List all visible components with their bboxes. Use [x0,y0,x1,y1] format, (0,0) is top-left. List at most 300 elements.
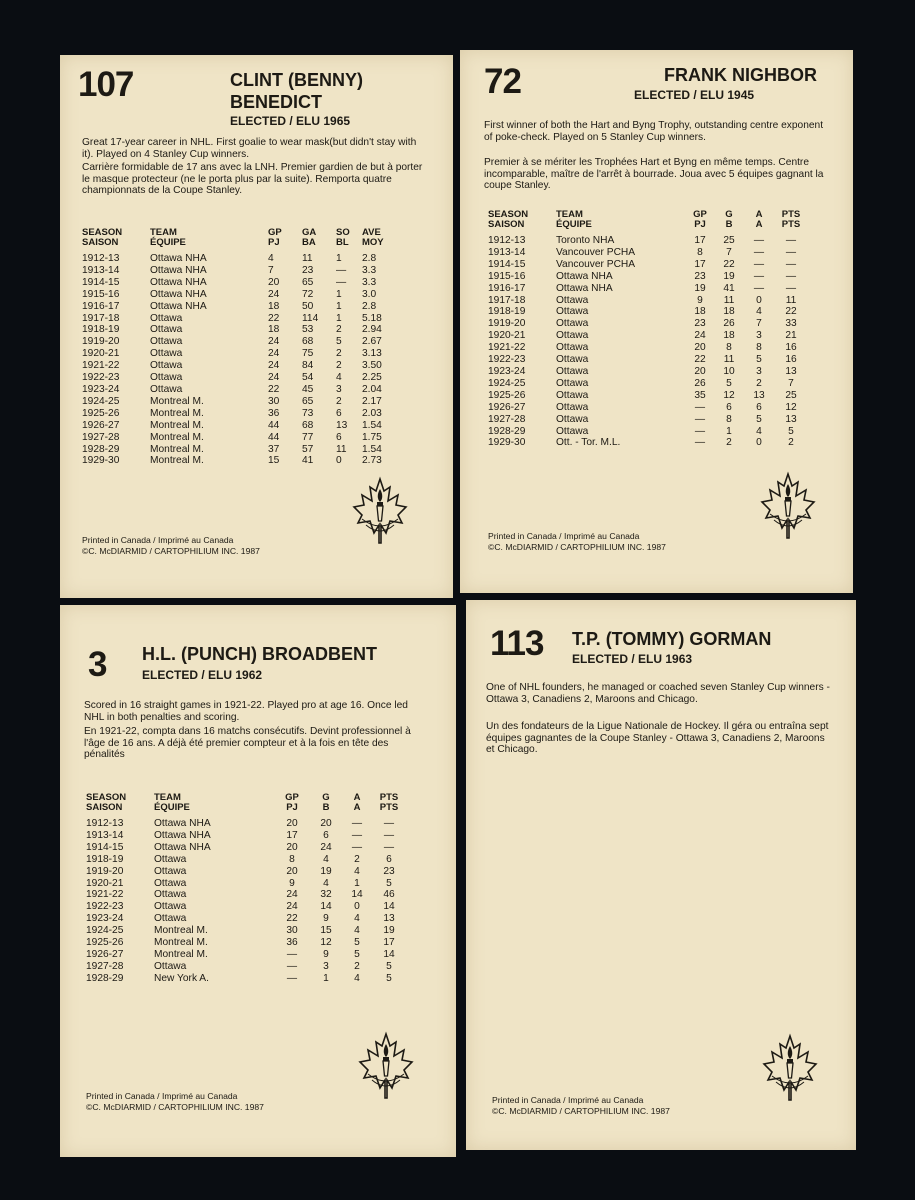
bio-english: One of NHL founders, he managed or coached seven Stanley Cup winners - Ottawa 3, Canadiens 2, Maroons and Chicago. [486,682,830,705]
table-cell: 23 [694,270,706,282]
table-cell: Montreal M. [150,395,204,407]
table-cell: Ottawa NHA [150,288,207,300]
table-row [488,426,808,438]
table-row [86,830,406,842]
table-cell: 36 [268,407,280,419]
copyright: ©C. McDIARMID / CARTOPHILIUM INC. 1987 [488,542,666,552]
table-cell: — [785,258,797,270]
bio-english: Scored in 16 straight games in 1921-22. Played pro at age 16. Once led NHL in both penalties and scoring. [84,700,408,723]
table-row [82,336,402,348]
table-cell: 24 [694,330,706,342]
table-cell: 1927-28 [488,413,526,425]
table-cell: 23 [302,264,314,276]
table-cell: 2.17 [362,395,382,407]
table-cell: 2.94 [362,324,382,336]
table-row [488,366,808,378]
printed-in-canada: Printed in Canada / Imprimé au Canada [488,531,640,541]
stats-header [86,793,406,818]
copyright: ©C. McDIARMID / CARTOPHILIUM INC. 1987 [82,546,260,556]
table-cell: 5 [756,413,762,425]
table-cell: Vancouver PCHA [556,258,636,270]
table-cell: 6 [336,407,342,419]
hall-of-fame-logo-icon [758,470,818,549]
hall-of-fame-logo-icon [760,1032,820,1111]
table-cell: 17 [694,258,706,270]
table-cell: — [753,246,765,258]
table-cell: 35 [694,389,706,401]
table-cell: 5 [354,937,360,949]
table-cell: 20 [320,818,332,829]
table-cell: 20 [268,276,280,288]
table-cell: 18 [268,300,280,312]
table-row [86,842,406,854]
table-cell: 1919-20 [82,336,120,348]
table-cell: — [785,282,797,294]
table-cell: 41 [302,455,314,467]
table-row [82,253,402,265]
table-cell: 2 [354,853,360,865]
table-cell: — [383,829,395,841]
table-row [82,455,402,467]
table-row [488,295,808,307]
table-row [86,854,406,866]
printed-in-canada: Printed in Canada / Imprimé au Canada [492,1095,644,1105]
table-cell: 14 [383,948,395,960]
table-cell: 9 [289,877,295,889]
table-cell: 19 [383,925,395,937]
table-cell: 68 [302,419,314,431]
bio-french: Carrière formidable de 17 ans avec la LNH. Premier gardien de but à porter le masque protecteur (ne le porta plus par la suite). Remporta quatre championnats de la Coupe Stanley. [82,162,423,196]
table-row [82,420,402,432]
table-cell: Ottawa NHA [556,270,613,282]
table-cell: 24 [286,901,298,913]
table-cell: Ottawa [556,377,589,389]
table-cell: 0 [756,294,762,306]
table-row [488,259,808,271]
table-cell: 1926-27 [82,419,120,431]
table-cell: Ottawa [556,342,589,354]
table-cell: 2.73 [362,455,382,467]
table-cell: 20 [286,818,298,829]
table-cell: 1914-15 [86,841,124,853]
table-cell: — [785,235,797,246]
table-cell: 4 [354,865,360,877]
table-cell: 30 [268,395,280,407]
table-cell: — [753,258,765,270]
table-cell: 14 [351,889,363,901]
table-cell: 4 [323,877,329,889]
table-cell: 2.25 [362,372,382,384]
card-number: 72 [484,62,521,101]
copyright: ©C. McDIARMID / CARTOPHILIUM INC. 1987 [86,1102,264,1112]
table-cell: Ottawa NHA [150,300,207,312]
table-row [488,378,808,390]
table-row [488,271,808,283]
table-cell: 22 [286,913,298,925]
table-cell: 11 [723,294,735,306]
table-cell: 1919-20 [488,318,526,330]
table-cell: 22 [694,354,706,366]
table-cell: 11 [336,443,347,455]
table-cell: 9 [697,294,703,306]
elected-year: ELECTED / ELU 1965 [230,114,351,128]
table-cell: 3 [756,365,762,377]
table-cell: Montreal M. [150,455,204,467]
table-cell: 1929-30 [82,455,120,467]
table-cell: 4 [756,306,762,318]
table-cell: Ottawa [556,425,589,437]
table-cell: 5 [386,960,392,972]
stats-table [488,210,808,449]
table-cell: 24 [320,841,332,853]
table-cell: 1923-24 [488,365,526,377]
table-cell: 17 [694,235,706,246]
table-cell: 53 [302,324,314,336]
table-cell: 5 [336,336,342,348]
table-cell: 75 [302,348,314,360]
card-gorman [466,600,856,1150]
elected-year: ELECTED / ELU 1962 [142,668,263,682]
table-cell: 7 [268,264,274,276]
table-cell: 73 [302,407,314,419]
table-cell: 4 [354,972,360,984]
table-cell: 22 [268,312,280,324]
table-cell: — [286,948,298,960]
bio-french: En 1921-22, compta dans 16 matchs consécutifs. Devint professionnel à l'âge de 16 ans. A déjà été premier compteur et à la fois en tête des pénalités [84,726,411,760]
table-cell: — [785,270,797,282]
table-cell: — [694,413,706,425]
stats-table [86,793,406,985]
table-cell: 24 [286,889,298,901]
table-cell: 25 [723,235,735,246]
table-cell: Ott. - Tor. M.L. [556,437,621,449]
table-cell: Ottawa [154,877,187,889]
card-number: 3 [88,645,107,684]
table-cell: 0 [336,455,342,467]
table-cell: 1 [336,312,342,324]
table-cell: 3.13 [362,348,382,360]
table-cell: Ottawa NHA [556,282,613,294]
table-cell: 11 [723,354,735,366]
table-cell: Vancouver PCHA [556,246,636,258]
table-cell: 10 [723,365,735,377]
table-cell: 15 [268,455,280,467]
table-cell: 18 [268,324,280,336]
table-cell: 2 [336,348,342,360]
table-cell: 13 [336,419,348,431]
table-cell: 1918-19 [86,853,124,865]
table-cell: 1924-25 [488,377,526,389]
table-cell: 26 [694,377,706,389]
table-row [86,925,406,937]
table-cell: 7 [726,246,732,258]
table-cell: 77 [302,431,314,443]
table-cell: 16 [785,342,797,354]
table-cell: — [694,425,706,437]
col-a: A A [755,209,763,230]
col-g: G B [322,792,330,813]
elected-year: ELECTED / ELU 1945 [634,88,755,102]
table-cell: Ottawa [556,330,589,342]
stats-header [488,210,808,235]
table-cell: — [694,437,706,449]
table-cell: 2 [336,395,342,407]
table-row [86,961,406,973]
table-cell: 4 [336,372,342,384]
table-row [86,889,406,901]
col-g: G B [725,209,733,230]
table-cell: Ottawa [154,960,187,972]
bio-french: Premier à se mériter les Trophées Hart et Byng en même temps. Centre incomparable, maître de l'arrêt à bourrade. Joua avec 5 équipes gagnant la coupe Stanley. [484,157,824,191]
table-row [86,949,406,961]
hall-of-fame-logo-icon [350,475,410,554]
table-cell: — [351,818,363,829]
table-cell: 24 [268,360,280,372]
table-cell: Ottawa [556,318,589,330]
table-row [82,348,402,360]
card-broadbent [60,605,456,1157]
printed-in-canada: Printed in Canada / Imprimé au Canada [82,535,234,545]
table-cell: 84 [302,360,314,372]
table-cell: 22 [723,258,735,270]
table-cell: 50 [302,300,314,312]
table-cell: 57 [302,443,314,455]
table-cell: 8 [726,413,732,425]
table-cell: 1921-22 [86,889,124,901]
table-cell: 1920-21 [82,348,120,360]
table-cell: 13 [785,413,797,425]
table-cell: 20 [694,342,706,354]
table-cell: 25 [785,389,797,401]
table-row [86,901,406,913]
table-cell: 6 [323,829,329,841]
table-cell: 0 [756,437,762,449]
table-cell: 23 [694,318,706,330]
table-cell: Ottawa NHA [150,276,207,288]
table-cell: 1927-28 [86,960,124,972]
card-number: 107 [78,65,134,104]
col-ave: AVE MOY [362,227,384,248]
table-row [82,313,402,325]
table-cell: 7 [756,318,762,330]
table-cell: 26 [723,318,735,330]
table-cell: 1912-13 [488,235,526,246]
table-row [86,878,406,890]
table-cell: 1919-20 [86,865,124,877]
table-cell: Ottawa [154,865,187,877]
table-cell: 19 [320,865,332,877]
table-cell: 24 [268,372,280,384]
elected-year: ELECTED / ELU 1963 [572,652,693,666]
table-cell: 37 [268,443,280,455]
table-cell: Ottawa [150,360,183,372]
table-cell: 18 [723,330,735,342]
stats-header [82,228,402,253]
table-cell: 65 [302,276,314,288]
table-cell: 7 [788,377,794,389]
table-cell: 5 [354,948,360,960]
table-cell: 3 [756,330,762,342]
table-cell: 1921-22 [82,360,120,372]
table-cell: 1915-16 [82,288,120,300]
table-cell: 54 [302,372,314,384]
table-cell: Ottawa [556,306,589,318]
table-cell: 5 [756,354,762,366]
table-cell: 30 [286,925,298,937]
table-cell: Ottawa [150,312,183,324]
table-cell: 20 [694,365,706,377]
table-cell: 2 [354,960,360,972]
table-row [488,235,808,247]
table-cell: 11 [785,294,797,306]
table-cell: 36 [286,937,298,949]
player-name-line1: CLINT (BENNY) [230,70,363,90]
table-cell: 1916-17 [488,282,526,294]
col-pts: PTS PTS [781,209,801,230]
table-cell: 4 [268,253,274,264]
table-cell: 17 [383,937,395,949]
table-cell: 1923-24 [86,913,124,925]
table-cell: 8 [756,342,762,354]
table-row [488,306,808,318]
table-cell: Ottawa [556,389,589,401]
table-cell: Ottawa [556,413,589,425]
table-cell: Ottawa [154,901,187,913]
table-cell: 1924-25 [86,925,124,937]
table-cell: 12 [320,937,332,949]
table-cell: Ottawa NHA [154,818,211,829]
table-row [488,283,808,295]
table-cell: 18 [694,306,706,318]
table-row [82,396,402,408]
table-row [488,247,808,259]
table-cell: 6 [336,431,342,443]
player-name: T.P. (TOMMY) GORMAN [572,629,772,649]
printed-in-canada: Printed in Canada / Imprimé au Canada [86,1091,238,1101]
table-cell: 33 [785,318,797,330]
table-cell: 24 [268,336,280,348]
player-name: H.L. (PUNCH) BROADBENT [142,644,377,664]
table-cell: — [753,270,765,282]
table-cell: Ottawa [556,401,589,413]
table-cell: 44 [268,419,280,431]
table-row [488,390,808,402]
table-row [488,414,808,426]
table-row [86,913,406,925]
col-team: TEAM ÉQUIPE [556,209,592,230]
table-row [82,372,402,384]
table-cell: 4 [354,925,360,937]
stats-table [82,228,402,467]
table-cell: 6 [386,853,392,865]
table-cell: — [383,841,395,853]
table-row [82,384,402,396]
table-cell: 1920-21 [488,330,526,342]
table-cell: 6 [756,401,762,413]
table-cell: 1922-23 [488,354,526,366]
table-cell: 1929-30 [488,437,526,449]
table-cell: Montreal M. [154,948,208,960]
table-cell: Ottawa NHA [150,264,207,276]
table-cell: 5 [788,425,794,437]
table-cell: 1928-29 [488,425,526,437]
table-cell: Montreal M. [154,937,208,949]
table-cell: 1925-26 [86,937,124,949]
table-cell: 8 [697,246,703,258]
table-cell: 1918-19 [488,306,526,318]
table-cell: 1916-17 [82,300,120,312]
table-cell: 19 [723,270,735,282]
table-cell: — [694,401,706,413]
table-cell: 1926-27 [86,948,124,960]
card-benedict [60,55,453,598]
table-cell: 1922-23 [86,901,124,913]
table-cell: 12 [785,401,797,413]
table-cell: 18 [723,306,735,318]
table-cell: 9 [323,948,329,960]
table-cell: 1 [336,288,342,300]
col-so: SO BL [336,227,350,248]
table-cell: 45 [302,383,314,395]
table-cell: Ottawa [556,365,589,377]
table-cell: 9 [323,913,329,925]
col-team: TEAM ÉQUIPE [154,792,190,813]
player-name-line2: BENEDICT [230,92,323,112]
table-cell: — [383,818,395,829]
table-cell: Ottawa NHA [154,841,211,853]
table-cell: 8 [289,853,295,865]
table-cell: 14 [383,901,395,913]
table-row [86,866,406,878]
table-row [86,818,406,830]
table-row [82,360,402,372]
table-cell: 2 [788,437,794,449]
table-cell: 1 [336,253,342,264]
table-cell: 5 [726,377,732,389]
table-cell: 1917-18 [488,294,526,306]
table-cell: 3 [323,960,329,972]
table-cell: 2 [336,360,342,372]
table-cell: New York A. [154,972,209,984]
table-cell: — [351,829,363,841]
table-cell: Ottawa [556,354,589,366]
table-cell: Ottawa [150,324,183,336]
table-cell: 20 [286,841,298,853]
table-cell: 32 [320,889,332,901]
table-row [82,277,402,289]
table-cell: Ottawa [154,853,187,865]
col-season: SEASON SAISON [82,227,123,248]
table-cell: — [286,972,298,984]
table-cell: 4 [354,913,360,925]
table-cell: — [785,246,797,258]
table-cell: — [336,264,347,276]
table-cell: 1927-28 [82,431,120,443]
table-row [488,354,808,366]
table-row [86,937,406,949]
col-a: A A [353,792,361,813]
hall-of-fame-logo-icon [356,1030,416,1109]
table-cell: 1913-14 [82,264,120,276]
table-cell: 1918-19 [82,324,120,336]
col-gp: GP PJ [285,792,299,813]
table-cell: Montreal M. [150,431,204,443]
table-cell: 1922-23 [82,372,120,384]
table-cell: Toronto NHA [556,235,615,246]
table-row [488,342,808,354]
table-row [488,437,808,449]
table-cell: 1923-24 [82,383,120,395]
